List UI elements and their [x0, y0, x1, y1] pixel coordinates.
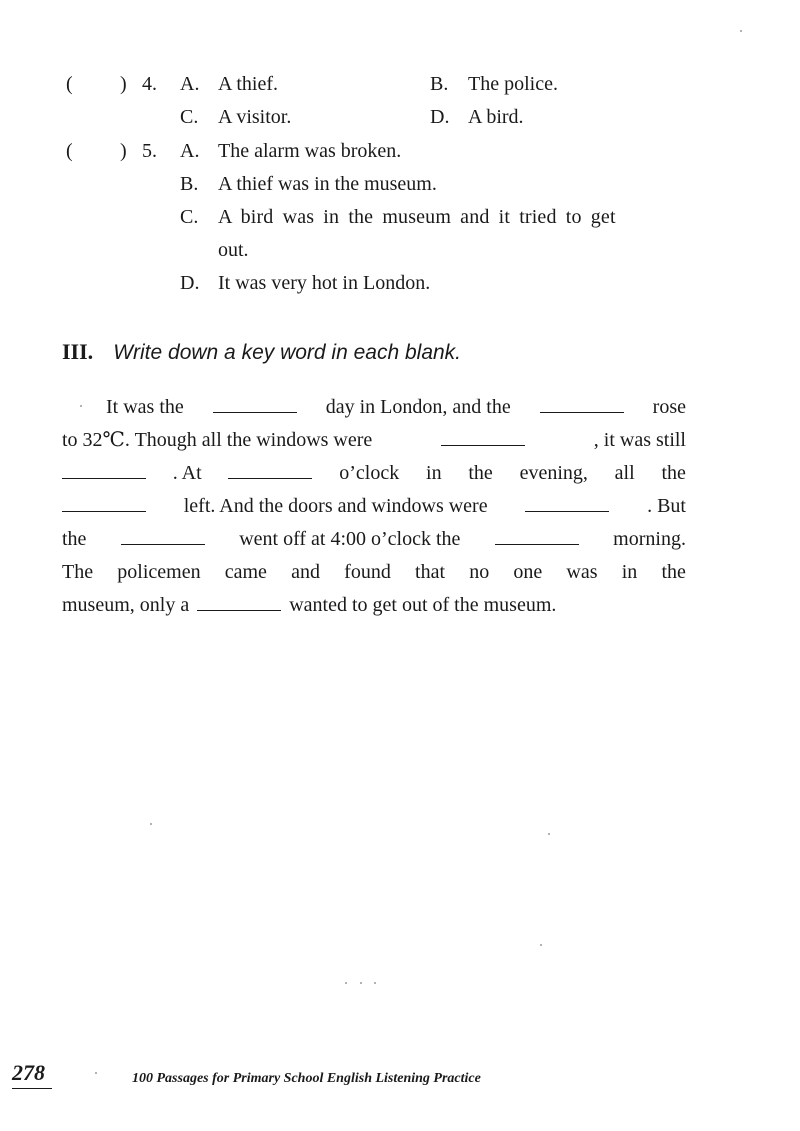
passage-text: It was the	[106, 396, 184, 418]
passage-text: wanted to get out of the museum.	[289, 594, 557, 616]
answer-blank[interactable]	[213, 396, 297, 413]
passage-text: all	[614, 462, 635, 484]
passage-text: came	[224, 561, 267, 583]
question-number: 4.	[142, 73, 157, 95]
scan-speck	[360, 982, 362, 984]
option-text: It was very hot in London.	[218, 272, 431, 294]
passage-text: in	[426, 462, 442, 484]
passage-line-4	[62, 494, 686, 518]
section-number: III.	[62, 339, 94, 364]
answer-paren-open: (	[66, 73, 73, 95]
scan-speck	[540, 944, 542, 946]
option-text: A bird.	[468, 106, 524, 128]
option-text: A thief.	[218, 73, 278, 95]
passage-line-2	[62, 428, 686, 452]
scan-speck	[345, 982, 347, 984]
option-letter: D.	[430, 106, 450, 128]
option-b	[430, 72, 558, 96]
scan-speck	[740, 30, 742, 32]
passage-text: no	[469, 561, 490, 583]
passage-text: evening,	[519, 462, 588, 484]
answer-blank[interactable]	[228, 462, 312, 479]
answer-blank[interactable]	[525, 495, 609, 512]
answer-blank[interactable]	[441, 429, 525, 446]
scan-speck	[95, 1072, 97, 1074]
passage-line-5	[62, 527, 686, 551]
passage-text: The	[62, 561, 94, 583]
answer-blank[interactable]	[540, 396, 624, 413]
passage-text: to 32℃. Though all the windows were	[62, 429, 373, 451]
passage-text: morning.	[613, 528, 686, 550]
scan-speck	[374, 982, 376, 984]
passage-text: , it was still	[593, 429, 686, 451]
passage-line-7	[62, 593, 686, 617]
answer-blank[interactable]	[121, 528, 205, 545]
scan-speck	[80, 405, 82, 407]
passage-text: went off at 4:00 o’clock the	[239, 528, 461, 550]
passage-text: policemen	[117, 561, 201, 583]
option-letter: A.	[180, 140, 200, 162]
passage-text: and	[291, 561, 320, 583]
answer-blank[interactable]	[62, 495, 146, 512]
page-number: 278	[12, 1060, 45, 1085]
passage-text: in	[621, 561, 638, 583]
passage-text: left. And the doors and windows were	[183, 495, 488, 517]
option-text: The police.	[468, 73, 558, 95]
option-text: A visitor.	[218, 106, 292, 128]
passage-text: museum, only a	[62, 594, 190, 616]
page-number-underline	[12, 1088, 52, 1089]
passage-text: the	[661, 462, 686, 484]
passage-text: day in London, and the	[325, 396, 511, 418]
passage-text: one	[513, 561, 543, 583]
option-c-continuation: out.	[218, 239, 249, 261]
option-letter: D.	[180, 272, 200, 294]
option-b	[180, 172, 437, 196]
answer-blank[interactable]	[197, 594, 281, 611]
passage-line-6	[62, 560, 686, 584]
option-text: The alarm was broken.	[218, 140, 402, 162]
passage-text: the	[468, 462, 493, 484]
book-title: 100 Passages for Primary School English Listening Practice	[132, 1071, 481, 1086]
passage-text: the	[661, 561, 686, 583]
passage-text: . But	[647, 495, 686, 517]
option-letter: B.	[430, 73, 449, 95]
option-letter: C.	[180, 206, 199, 228]
answer-paren-open: (	[66, 140, 73, 162]
section-heading	[62, 338, 461, 367]
option-a	[180, 139, 401, 163]
option-letter: B.	[180, 173, 199, 195]
option-letter: A.	[180, 73, 200, 95]
option-c	[180, 105, 291, 129]
answer-blank[interactable]	[62, 462, 146, 479]
passage-text: . At	[172, 462, 202, 484]
passage-text: o’clock	[339, 462, 400, 484]
passage-text: found	[344, 561, 391, 583]
passage-text: that	[415, 561, 446, 583]
option-letter: C.	[180, 106, 199, 128]
passage-text: rose	[652, 396, 686, 418]
answer-paren-close: )	[120, 140, 127, 162]
passage-line-1	[106, 395, 686, 419]
scan-speck	[150, 823, 152, 825]
scan-speck	[548, 833, 550, 835]
section-title: Write down a key word in each blank.	[113, 341, 462, 364]
passage-text: the	[62, 528, 87, 550]
option-a	[180, 72, 278, 96]
option-text: A bird was in the museum and it tried to get	[218, 206, 616, 228]
question-number: 5.	[142, 140, 157, 162]
answer-paren-close: )	[120, 73, 127, 95]
option-d	[180, 271, 430, 295]
answer-blank[interactable]	[495, 528, 579, 545]
passage-text: was	[566, 561, 598, 583]
option-c	[180, 205, 616, 229]
option-d	[430, 105, 524, 129]
passage-line-3	[62, 461, 686, 485]
option-text: A thief was in the museum.	[218, 173, 437, 195]
